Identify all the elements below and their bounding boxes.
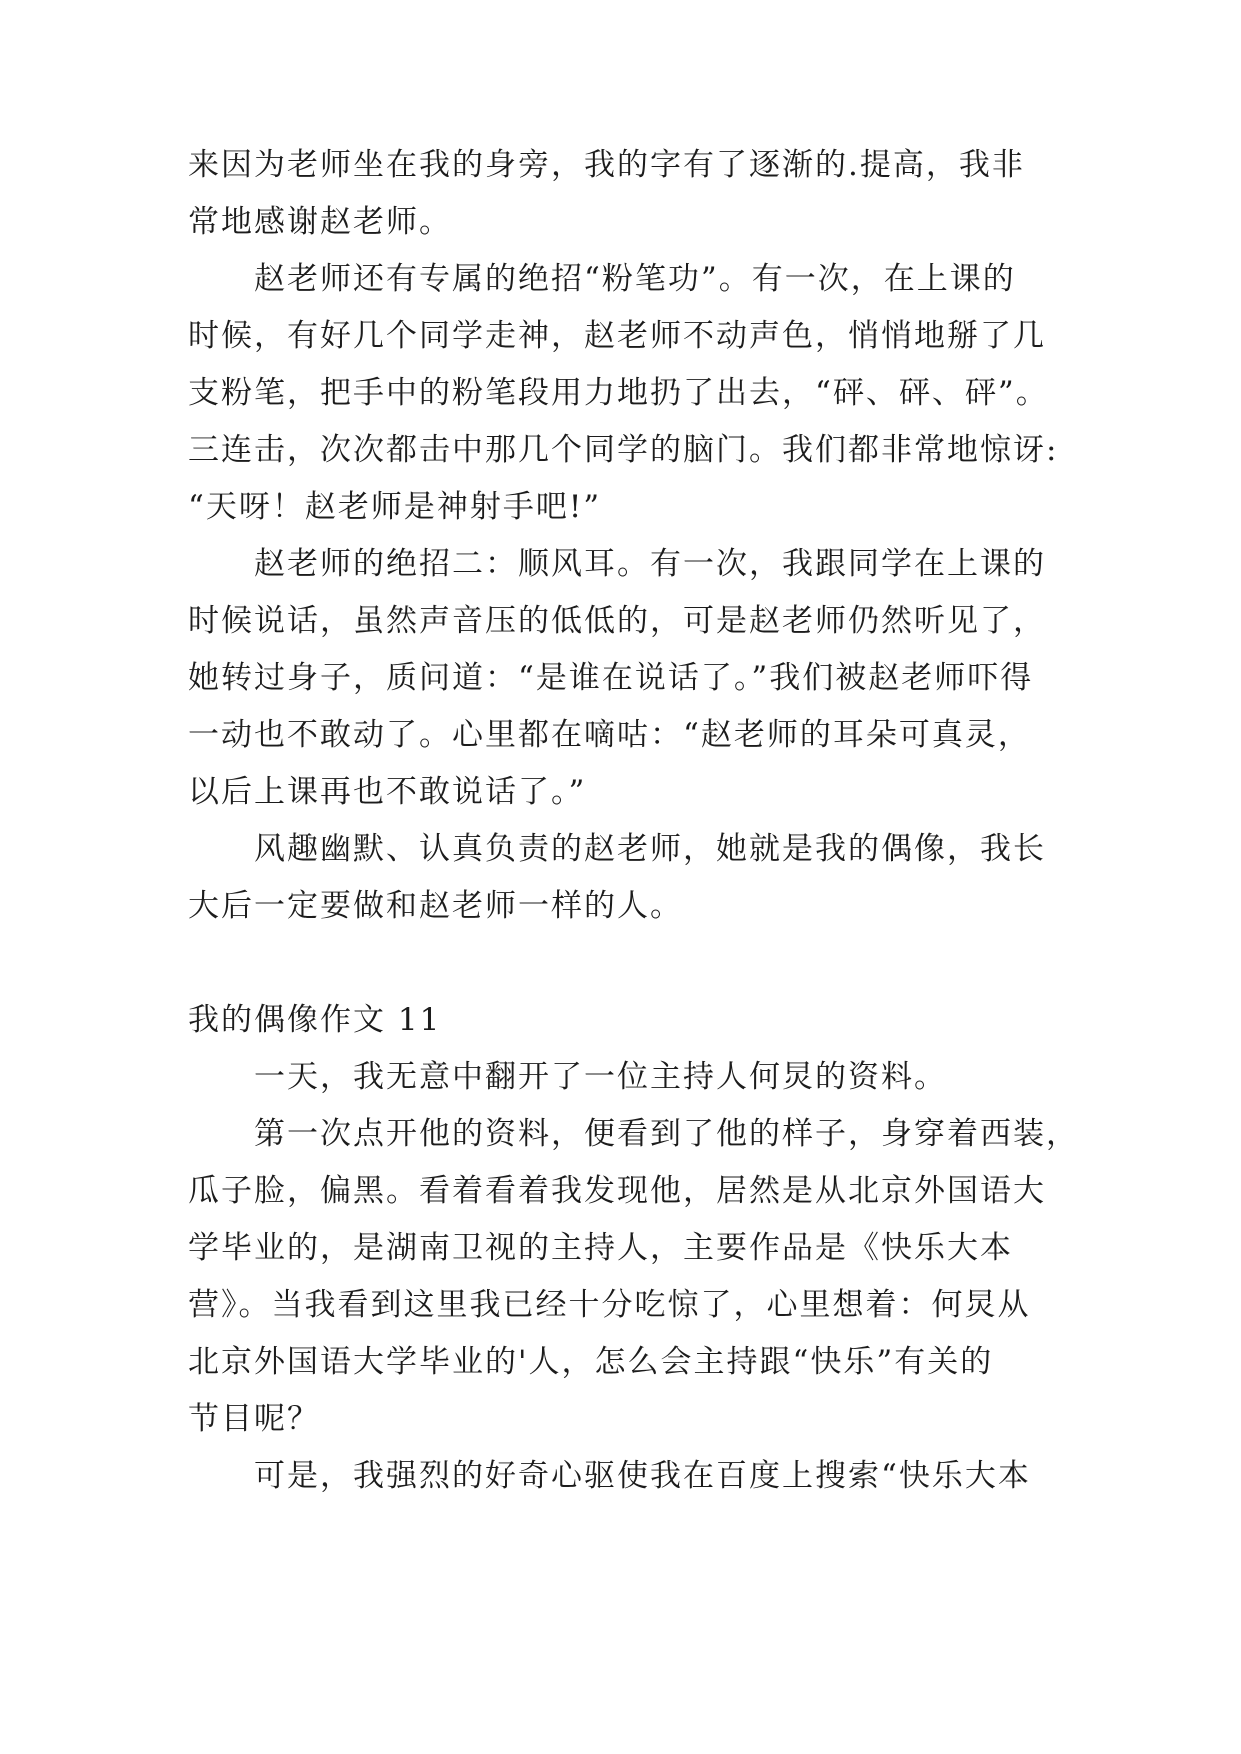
paragraph-4 bbox=[188, 821, 1068, 935]
paragraph-line: 来因为老师坐在我的身旁，我的字有了逐渐的.提高，我非 bbox=[188, 147, 1025, 183]
paragraph-line: 时候，有好几个同学走神，赵老师不动声色，悄悄地掰了几 bbox=[188, 318, 1046, 354]
paragraph-line: 三连击，次次都击中那几个同学的脑门。我们都非常地惊讶: bbox=[188, 432, 1059, 468]
paragraph-5 bbox=[188, 1049, 1068, 1106]
section-gap bbox=[188, 935, 1068, 992]
paragraph-line: 常地感谢赵老师。 bbox=[188, 204, 452, 240]
paragraph-line: 大后一定要做和赵老师一样的人。 bbox=[188, 888, 683, 924]
paragraph-line: 支粉笔，把手中的粉笔段用力地扔了出去，“砰、砰、砰”。 bbox=[188, 375, 1049, 411]
paragraph-line: 节目呢？ bbox=[188, 1401, 320, 1437]
paragraph-6 bbox=[188, 1106, 1079, 1448]
paragraph-2 bbox=[188, 251, 1068, 536]
paragraph-line: 北京外国语大学毕业的'人，怎么会主持跟“快乐”有关的 bbox=[188, 1344, 994, 1380]
paragraph-line: 风趣幽默、认真负责的赵老师，她就是我的偶像，我长 bbox=[254, 831, 1046, 867]
paragraph-line: 一天，我无意中翻开了一位主持人何炅的资料。 bbox=[254, 1059, 947, 1095]
paragraph-line: 赵老师的绝招二：顺风耳。有一次，我跟同学在上课的 bbox=[254, 546, 1046, 582]
paragraph-line: 时候说话，虽然声音压的低低的，可是赵老师仍然听见了， bbox=[188, 603, 1046, 639]
paragraph-3 bbox=[188, 536, 1068, 821]
essay-body bbox=[188, 137, 1079, 1505]
section-heading: 我的偶像作文 11 bbox=[188, 1002, 442, 1038]
paragraph-line: 一动也不敢动了。心里都在嘀咕：“赵老师的耳朵可真灵， bbox=[188, 717, 1031, 753]
paragraph-line: 可是，我强烈的好奇心驱使我在百度上搜索“快乐大本 bbox=[254, 1458, 1031, 1494]
paragraph-1 bbox=[188, 137, 1068, 251]
paragraph-line: 以后上课再也不敢说话了。” bbox=[188, 774, 587, 810]
paragraph-line: 第一次点开他的资料，便看到了他的样子，身穿着西装， bbox=[254, 1116, 1079, 1152]
paragraph-line: 她转过身子，质问道：“是谁在说话了。”我们被赵老师吓得 bbox=[188, 660, 1034, 696]
paragraph-line: 学毕业的，是湖南卫视的主持人，主要作品是《快乐大本 bbox=[188, 1230, 1013, 1266]
paragraph-line: 赵老师还有专属的绝招“粉笔功”。有一次，在上课的 bbox=[254, 261, 1016, 297]
paragraph-7 bbox=[188, 1448, 1068, 1505]
paragraph-line: “天呀！赵老师是神射手吧!” bbox=[188, 489, 602, 525]
paragraph-line: 营》。当我看到这里我已经十分吃惊了，心里想着：何炅从 bbox=[188, 1287, 1031, 1323]
paragraph-line: 瓜子脸，偏黑。看着看着我发现他，居然是从北京外国语大 bbox=[188, 1173, 1046, 1209]
